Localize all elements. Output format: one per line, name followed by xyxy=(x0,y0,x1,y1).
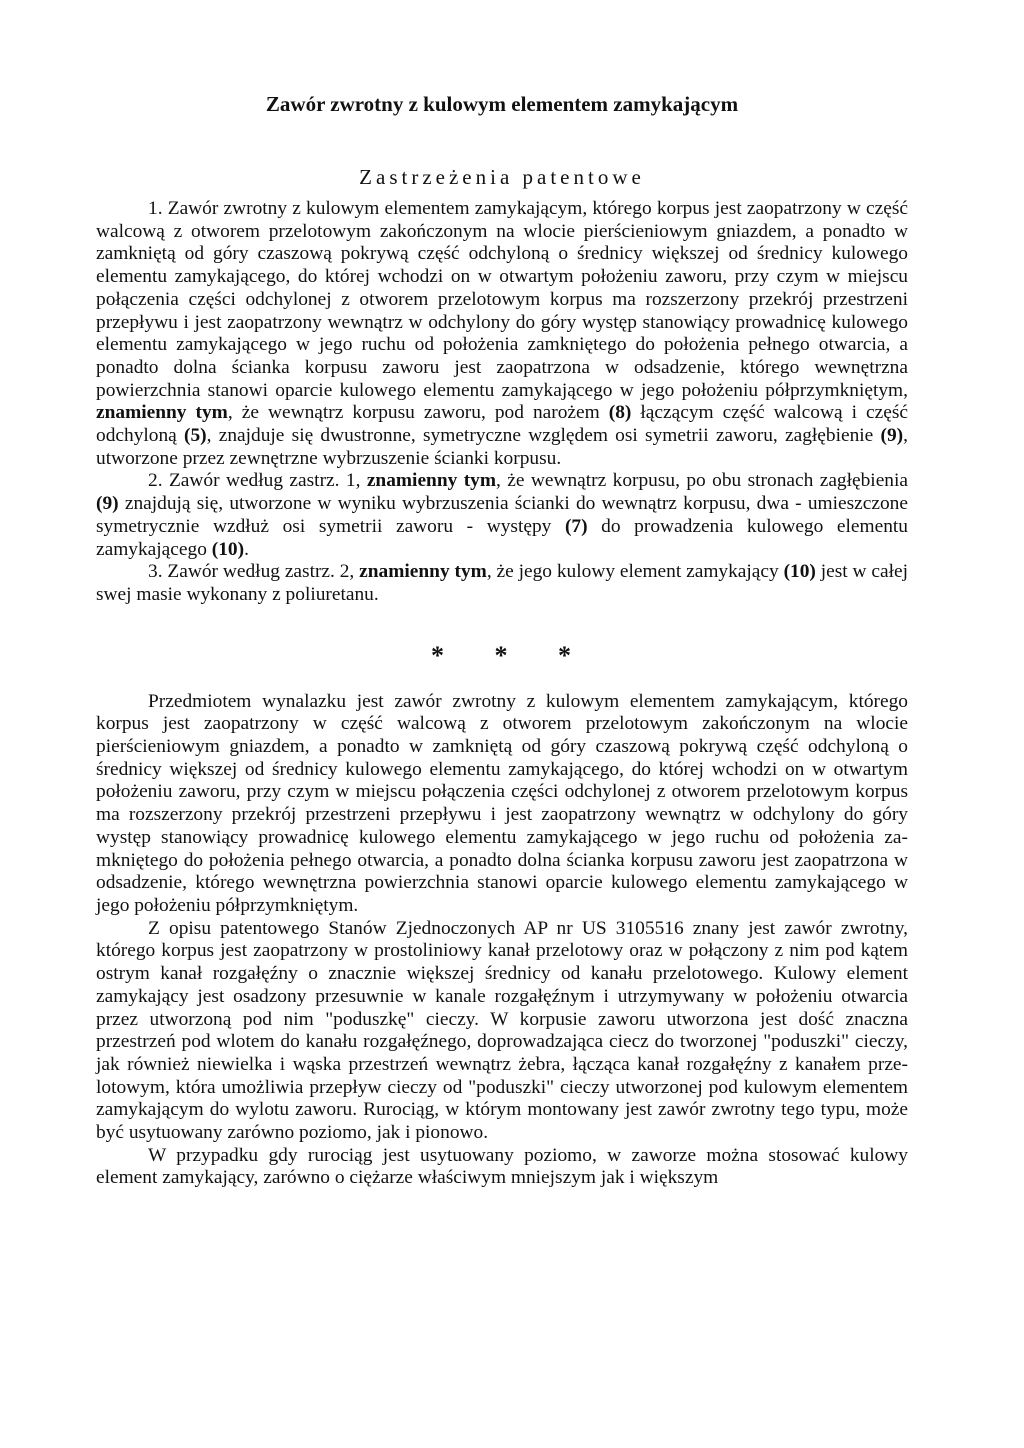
claim-text: 2. Zawór według zastrz. 1, xyxy=(148,470,367,492)
claim-text: , utworzone przez zewnętrzne wybrzuszenie ścianki korpusu. xyxy=(96,425,908,469)
document-title: Zawór zwrotny z kulowym elementem zamykającym xyxy=(265,92,739,116)
patent-page xyxy=(96,84,908,1190)
claim-text: do prowadzenia kulowego elementu zamykającego xyxy=(96,515,908,560)
claim-text: znajdują się, utworzone w wyniku wybrzuszenia ścianki do wewnątrz korpusu, dwa - umieszczone symetrycznie wzdłuż osi symetrii zaworu - występy xyxy=(96,493,908,537)
claim-text: jest w całej swej masie wykonany z poliuretanu. xyxy=(96,561,908,605)
claim-text: , że wewnątrz korpusu zaworu, pod narożem xyxy=(227,402,609,424)
claim-text: 3. Zawór według zastrz. 2, xyxy=(148,561,360,583)
claim-text: 1. Zawór zwrotny z kulowym elementem zamykającym, którego korpus jest zaopatrzony w część walcową z otworem przelotowym zakończonym na wlocie pierścieniowym gniazdem, a ponadto w zamkniętą od góry czaszową pokrywą część odchyloną o średnicy większej od średnicy kulowego elementu zamykającego, do której wchodzi on w otwartym położeniu zaworu, przy czym w miejscu połączenia części odchylonej z otworem przelotowym korpus ma rozszerzony przekrój przestrzeni przepływu i jest zaopatrzony wewnątrz w odchylony do góry występ stanowiący prowadnicę kulowego elementu zamykającego w jego ruchu od położenia zamkniętego do położenia pełnego otwarcia, a ponadto dolna ścianka korpusu zaworu jest zaopatrzona w odsadzenie, którego wewnętrzna powierzchnia stanowi oparcie kulowego elementu zamykającego w jego położeniu półprzymkniętym, xyxy=(96,198,908,401)
claim-2 xyxy=(96,470,908,561)
claim-emphasis: znamienny tym xyxy=(359,561,487,583)
claims-list xyxy=(96,198,908,607)
claim-1 xyxy=(96,198,908,470)
claim-emphasis: (7) xyxy=(564,515,588,537)
claim-emphasis: (9) xyxy=(96,493,119,515)
claim-emphasis: (5) xyxy=(184,425,207,447)
description-paragraph-3: W przypadku gdy rurociąg jest usytuowany poziomo, w zaworze można stosować kulowy element zamykający, zarówno o ciężarze właściwym mniejszym jak i większym xyxy=(96,1144,908,1189)
claim-text: , znajduje się dwustronne, symetryczne względem osi symetrii zaworu, zagłębienie xyxy=(206,425,881,447)
claim-emphasis: (10) xyxy=(783,561,816,583)
claim-text: łączącym część walcową i część odchyloną xyxy=(96,402,908,447)
description-paragraph-1: Przedmiotem wynalazku jest zawór zwrotny z kulowym elementem zamykającym, którego korpus jest zaopatrzony w część walcową z otworem przelotowym zakończonym na wlocie pierścieniowym gniazdem, a ponadto w zamkniętą od góry czaszową pokrywą część odchyloną o średnicy większej od średnicy kulowego elementu zamykającego, do której wchodzi on w otwartym położeniu zaworu, przy czym w miejscu połączenia części odchylonej z otworem przelotowym korpus ma rozszerzony przekrój przestrzeni przepływu i jest zaopatrzony wewnątrz w odchylony do góry występ stanowiący prowadnicę kulowego elementu zamykającego w jego ruchu od położenia zamkniętego do położenia pełnego otwarcia, a ponadto dolna ścianka korpusu zaworu jest zaopatrzona w odsadzenie, którego wewnętrzna powierzchnia stanowi oparcie kulowego elementu zamykającego w jego położeniu półprzymkniętym. xyxy=(96,690,908,916)
claim-emphasis: (10) xyxy=(211,538,245,560)
claims-heading: Zastrzeżenia patentowe xyxy=(359,165,645,189)
claim-3 xyxy=(96,561,908,606)
description xyxy=(96,691,908,1190)
claim-text: , że wewnątrz korpusu, po obu stronach zagłębienia xyxy=(496,470,908,492)
section-separator: * * * xyxy=(431,640,593,670)
claim-text: , że jego kulowy element zamykający xyxy=(486,561,784,583)
claim-emphasis: (9) xyxy=(880,425,904,447)
claim-emphasis: znamienny tym xyxy=(366,470,497,492)
claim-emphasis: (8) xyxy=(608,402,632,424)
claim-emphasis: znamienny tym xyxy=(96,402,228,424)
claim-text: . xyxy=(244,538,249,560)
description-paragraph-2: Z opisu patentowego Stanów Zjednoczonych AP nr US 3105516 znany jest zawór zwrotny, którego korpus jest zaopatrzony w prostoliniowy kanał przelotowy oraz w połączony z nim pod kątem ostrym kanał rozgałęźny o znacznie większej średnicy od kanału przelotowego. Kulowy element zamykający jest osadzony przesuwnie w kanale rozgałęźnym i utrzymywany w położeniu otwarcia przez utworzoną pod nim "poduszkę" cieczy. W korpusie zaworu utworzona jest dość znaczna przestrzeń pod wlotem do kanału rozgałęźnego, doprowadzająca ciecz do tworzonej "poduszki" cieczy, jak również niewielka i wąska przestrzeń wewnątrz żebra, łącząca kanał rozgałęźny z kanałem przelotowym, która umożliwia przepływ cieczy od "poduszki" cieczy utworzonej pod kulowym elementem zamykającym do wylotu zaworu. Rurociąg, w którym montowany jest zawór zwrotny tego typu, może być usytuowany zarówno poziomo, jak i pionowo. xyxy=(96,917,908,1144)
